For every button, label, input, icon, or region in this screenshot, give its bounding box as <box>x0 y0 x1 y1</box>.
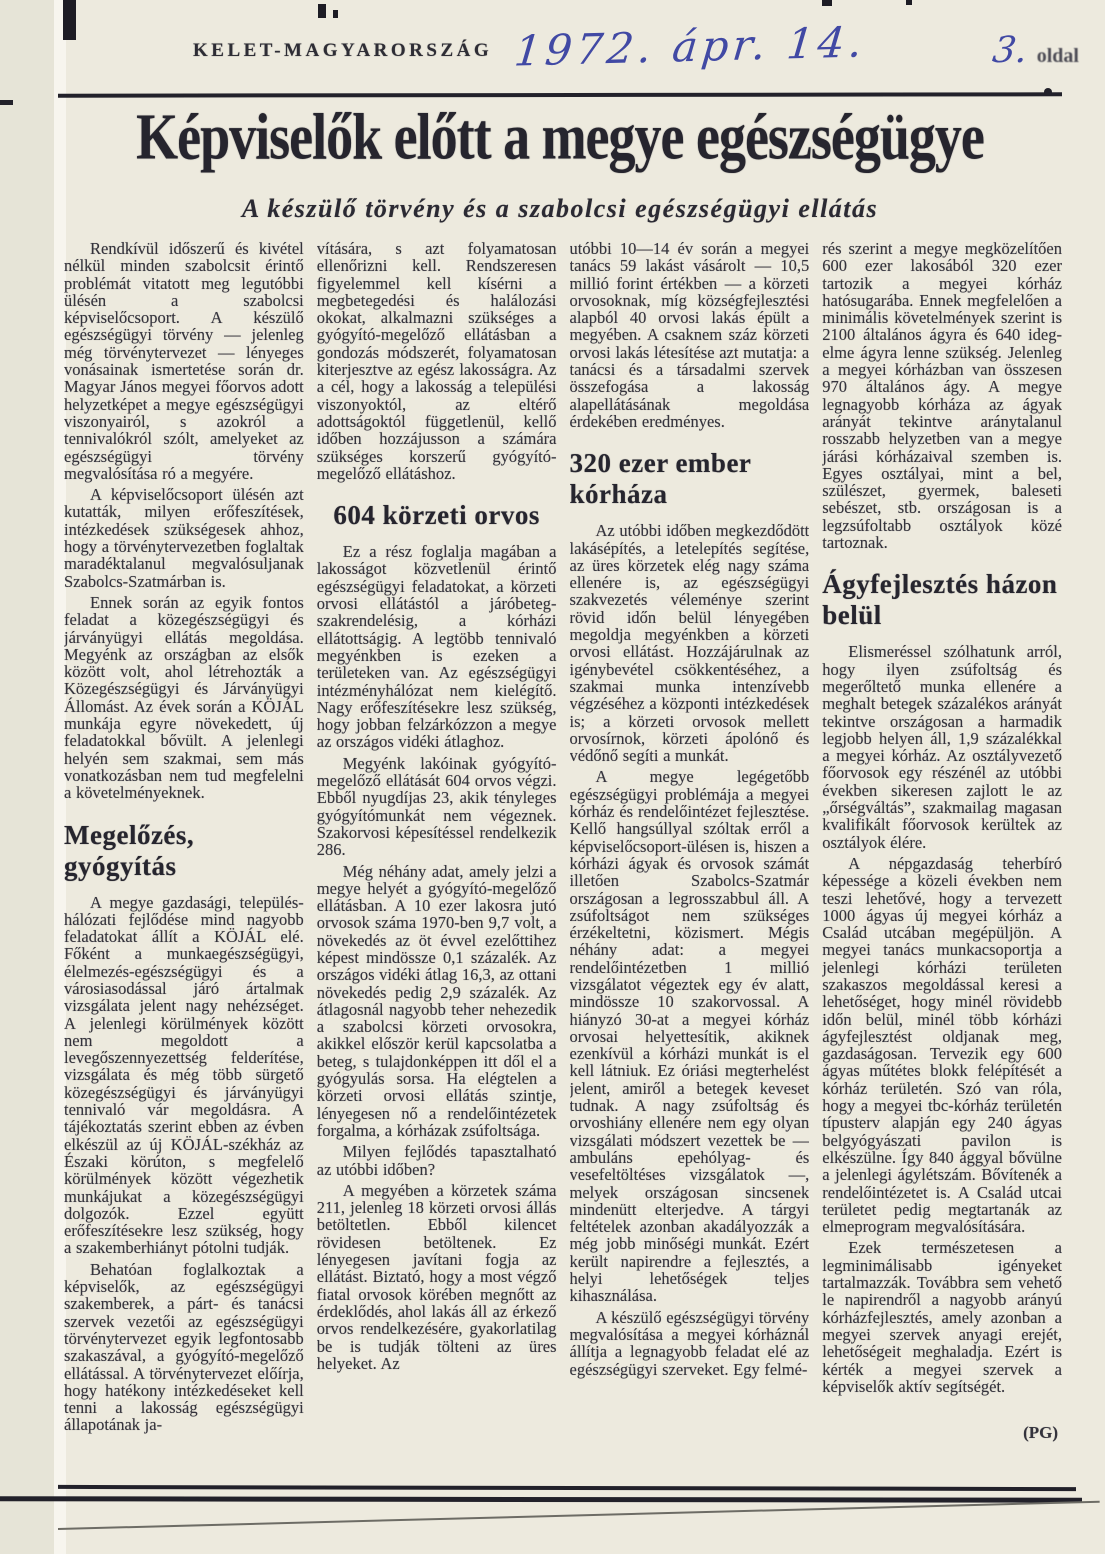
paragraph: Milyen fejlődés tapasztalható az utóbbi időben? <box>316 1142 557 1179</box>
ink-speck <box>822 0 832 6</box>
article-column-3 <box>570 240 810 1500</box>
paragraph: Ennek során az egyik fontos feladat a közegészségügyi és járványügyi ellátás megoldása. Megyénk az országban az elsők között volt, ahol létrehozták a Közegészségügyi és Járványügyi Állomást. Az évek során a KÖJÁL munkája egyre növekedett, új feladatokkal bővült. A jelenlegi helyén sem szakmai, sem más vonatkozásban nem tud megfelelni a követelményeknek. <box>64 592 304 803</box>
paragraph: Behatóan foglalkoztak a képviselők, az egészségügyi szakemberek, a párt- és tanácsi szervek vezetői az egészségügyi törvénytervezet egyik legfontosabb szakaszával, a gyógyító-megelőző ellátással. A törvénytervezet előírja, hogy hatékony intézkedéseket kell tenni a lakosság egészségügyi állapotának ja- <box>64 1259 304 1435</box>
page-number-value: 3. <box>990 30 1031 71</box>
paragraph: Elismeréssel szólhatunk arról, hogy ilyen zsúfoltság és megerőltető munka ellenére a meghalt betegek százalékos arányát tekintve országosan a harmadik legjobb helyen áll, 1,9 százalékkal a megyei kórház. Az osztályvezető főorvosok egy részénél az utóbbi években sikeresen zajlott le az „őrségváltás”, szakmailag magasan kvalifikált főorvosok kerültek az osztályok élére. <box>822 642 1062 852</box>
article-subheadline: A készülő törvény és a szabolcsi egészségügyi ellátás <box>241 194 879 223</box>
section-heading: Ágyfejlesztés házon belül <box>822 569 1058 631</box>
scan-edge-strip <box>0 0 54 1554</box>
masthead-title: KELET-MAGYARORSZÁG <box>193 40 493 61</box>
headline-block <box>58 100 1062 224</box>
section-heading: Megelőzés, gyógyítás <box>64 819 195 881</box>
section-heading: 604 körzeti orvos <box>333 500 540 531</box>
page-fold-line <box>58 1501 1100 1530</box>
section-heading: 320 ezer ember kórháza <box>569 448 751 510</box>
article-column-2 <box>317 240 557 1500</box>
masthead-rule <box>58 92 1062 97</box>
paragraph: rés szerint a megye megközelítően 600 ezer lakosából 320 ezer tartozik a megyei kórház hatósugarába. Ennek megfelelően a minimális követelmények szerint is 2100 általános ágyra és 640 ideg-elme ágyra lenne szükség. Jelenleg a megyei kórházban van összesen 970 általános ágy. A megye legnagyobb kórháza az ágyak arányát tekintve aránytalanul rosszabb helyzetben van a megye járási kórházaival szemben is. Egyes osztályai, mint a bel, szülészet, gyermek, baleseti sebészet, stb. országosan is a legzsúfoltabb osztályok közé tartoznak. <box>822 240 1062 553</box>
paragraph: Még néhány adat, amely jelzi a megye helyét a gyógyító-megelőző ellátásban. A 10 ezer lakosra jutó orvosok száma 1970-ben 9,7 volt, a növekedés az öt évvel ezelőttihez képest mindössze 0,1 százalék. Az országos vidéki átlag 16,3, az ottani növekedés pedig 2,9 százalék. Az átlagosnál nagyobb teher nehezedik a szabolcsi körzeti orvosokra, akikkel először kerül kapcsolatba a beteg, s tulajdonképpen itt dől el a gyógyulás sorsa. Ha elégtelen a körzeti orvosi ellátás szintje, lényegesen nő a rendelőintézetek forgalma, a kórházak zsúfoltsága. <box>316 861 557 1140</box>
bottom-rule-lower <box>0 1496 1082 1503</box>
ink-speck <box>333 10 338 18</box>
paragraph: A megye legégetőbb egészségügyi problémája a megyei kórház és rendelőintézet fejlesztése. Kellő hangsúllyal szóltak erről a képviselőcsoport-ülésen is, hiszen a kórházi ágyak és orvosok számát illetően Szabolcs-Szatmár országosan a legrosszabbul áll. A zsúfoltságot nem szükséges érzékeltetni, közismert. Mégis néhány adat: a megyei rendelőintézetben 1 millió vizsgálatot végeztek egy év alatt, mindössze 10 szakorvossal. A hiányzó 30-at a megyei kórház orvosai helyettesítik, akiknek ezenkívül a kórházi munkát is el kell látniuk. Ez óriási megterhelést jelent, amiről a betegek keveset tudnak. A nagy zsúfoltság és orvoshiány ellenére nem egy olyan vizsgálati módszert vezettek be — ambuláns epehólyag- és vesefeltöltéses vizsgálatok —, melyek országosan sincsenek mindenütt elterjedve. A tárgyi feltételek azonban akadályozzák a még jobb minőségi munkát. Ezért került napirendre a fejlesztés, a helyi lehetőségek teljes kihasználása. <box>569 767 810 1306</box>
paragraph: Megyénk lakóinak gyógyító-megelőző ellátását 604 orvos végzi. Ebből nyugdíjas 23, akik tényleges gyógyítómunkát nem végeznek. Szakorvosi képesítéssel rendelkezik 286. <box>316 753 557 860</box>
masthead-rule-stub <box>0 100 13 105</box>
paragraph: Ez a rész foglalja magában a lakosságot közvetlenül érintő egészségügyi feladatokat, a körzeti orvosi ellátástól a járóbeteg-szakrendelésig, a kórházi ellátottságig. A legtöbb tennivaló megyénkben is ezeken a területeken van. Az egészségügyi intézményhálózat nem kielégítő. Nagy erőfeszítésekre lesz szükség, hogy jobban felzárkózzon a megye az országos vidéki átlaghoz. <box>316 542 557 752</box>
paragraph: A megye gazdasági, település-hálózati fejlődése mind nagyobb feladatokat állít a KÖJÁL elé. Főként a munkaegészségügyi, élelmezés-egészségügyi és a városiasodással járó ártalmak vizsgálata jelent nagy nehézséget. A jelenlegi körülmények között nem megoldott a levegőszennyezettség felderítése, vizsgálata és még több sürgető közegészségügyi és járványügyi tennivaló vár megoldásra. A tájékoztatás szerint ebben az évben elkészül az új KÖJÁL-székház az Északi körúton, s megfelelő körülmények között végezhetik munkájukat a közegészségügyi dolgozók. Ezzel együtt erőfeszítésekre lesz szükség, hogy a szakemberhiányt pótolni tudják. <box>64 892 304 1258</box>
paragraph: Rendkívül időszerű és kivétel nélkül minden szabolcsit érintő problémát vitatott meg legutóbbi ülésén a szabolcsi képviselőcsoport. A készülő egészségügyi törvény — jelenleg még törvénytervezet — lényeges vonásainak ismertetése során dr. Magyar János megyei főorvos adott helyzetképet a megye egészségügyi viszonyairól, s azokról a tennivalókról szólt, amelyeket az egészségügyi törvény megvalósítása ró a megyére. <box>64 240 304 483</box>
ink-speck <box>906 0 912 5</box>
paragraph: vítására, s azt folyamatosan ellenőrizni kell. Rendszeresen figyelemmel kell kísérni a megbetegedési és halálozási okokat, alkalmazni szükséges a gyógyító-megelőző ellátásban a gondozás módszerét, folyamatosan kiterjesztve az egész lakosságra. Az a cél, hogy a lakosság a települési viszonyoktól, az eltérő adottságoktól függetlenül, kellő időben hozzájusson a számára szükséges korszerű gyógyító-megelőző ellátáshoz. <box>316 240 557 483</box>
paragraph: A készülő egészségügyi törvény megvalósítása a megyei kórháznál állítja a legnagyobb feladat elé az egészségügyi szerveket. Egy felmé- <box>569 1307 810 1379</box>
paragraph: Az utóbbi időben megkezdődött lakásépítés, a letelepítés segítése, az üres körzetek elég nagy száma ellenére is, az egészségügyi szakvezetés véleménye szerint rövid időn belül lényegében megoldja megyénkben a körzeti orvosi ellátást. Hozzájárulnak az igénybevétel csökkentéséhez, a szakmai munka intenzívebb végzéséhez a központi intézkedések is; a körzeti orvosok mellett orvosírnok, körzeti ápolónő és védőnő segíti a munkát. <box>569 521 810 766</box>
paragraph: A népgazdaság teherbíró képessége a közeli években nem teszi lehetővé, hogy a tervezett 1000 ágyas új megyei kórház a Család utcában megépüljön. A megyei tanács munkacsoportja a jelenlegi kórházi területen szakaszos megoldással keresi a lehetőséget, hogy minél rövidebb időn belül, minél több kórházi ágyfejlesztést oldjanak meg, gazdaságosan. Tervezik egy 600 ágyas műtétes blokk felépítését a kórház területén. Szó van róla, hogy a megyei tbc-kórház területén típusterv alapján egy 240 ágyas belgyógyászati pavilon is elkészülne. Így 840 ággyal bővülne a jelenlegi ágylétszám. Bővítenék a rendelőintézetet is. A Család utcai területet pedig megtartanák az elmeprogram megvalósítására. <box>822 853 1062 1237</box>
paragraph: A megyében a körzetek száma 211, jelenleg 18 körzeti orvosi állás betöltetlen. Ebből kilencet rövidesen betöltenek. Ez lényegesen javítani fogja az ellátást. Biztató, hogy a most végző fiatal orvosok körében megnőtt az érdeklődés, ahol lakás áll az érkező orvos rendelkezésére, gyakorlatilag be is tudják tölteni az üres helyeket. Az <box>316 1180 557 1373</box>
article-signature: (PG) <box>1023 1423 1058 1443</box>
page-number-label: oldal <box>1036 45 1079 67</box>
ink-speck <box>318 4 326 18</box>
handwritten-date: 1972. ápr. 14. <box>512 17 869 76</box>
ink-speck <box>63 0 76 40</box>
paragraph: utóbbi 10—14 év során a megyei tanács 59 lakást vásárolt — 10,5 millió forint értékben — a körzeti orvosoknak, míg községfejlesztési alapból 40 orvosi lakás épült a megyében. A csaknem száz körzeti orvosi lakás létesítése azt mutatja: a tanácsi és a társadalmi szervek összefogása a lakosság alapellátásának megoldása érdekében eredményes. <box>569 240 810 431</box>
page-number <box>990 30 1079 71</box>
article-columns <box>64 240 1062 1500</box>
paragraph: Ezek természetesen a legminimálisabb igényeket tartalmazzák. Továbbra sem vehető le napirendről a nagyobb arányú kórházfejlesztés, amely azonban a megyei szervek anyagi erejét, lehetőségeit meghaladja. Ezért is kérték a megyei szervek a képviselők aktív segítségét. <box>822 1238 1062 1396</box>
paragraph: A képviselőcsoport ülésén azt kutatták, milyen erőfeszítések, intézkedések szükségesek ahhoz, hogy a törvénytervezetben foglaltak maradéktalanul megvalósuljanak Szabolcs-Szatmárban is. <box>64 485 304 591</box>
masthead-rule-end-dot <box>1044 88 1052 96</box>
article-column-1 <box>64 240 304 1500</box>
article-headline: Képviselők előtt a megye egészségügye <box>136 100 984 174</box>
article-column-4 <box>822 240 1062 1500</box>
